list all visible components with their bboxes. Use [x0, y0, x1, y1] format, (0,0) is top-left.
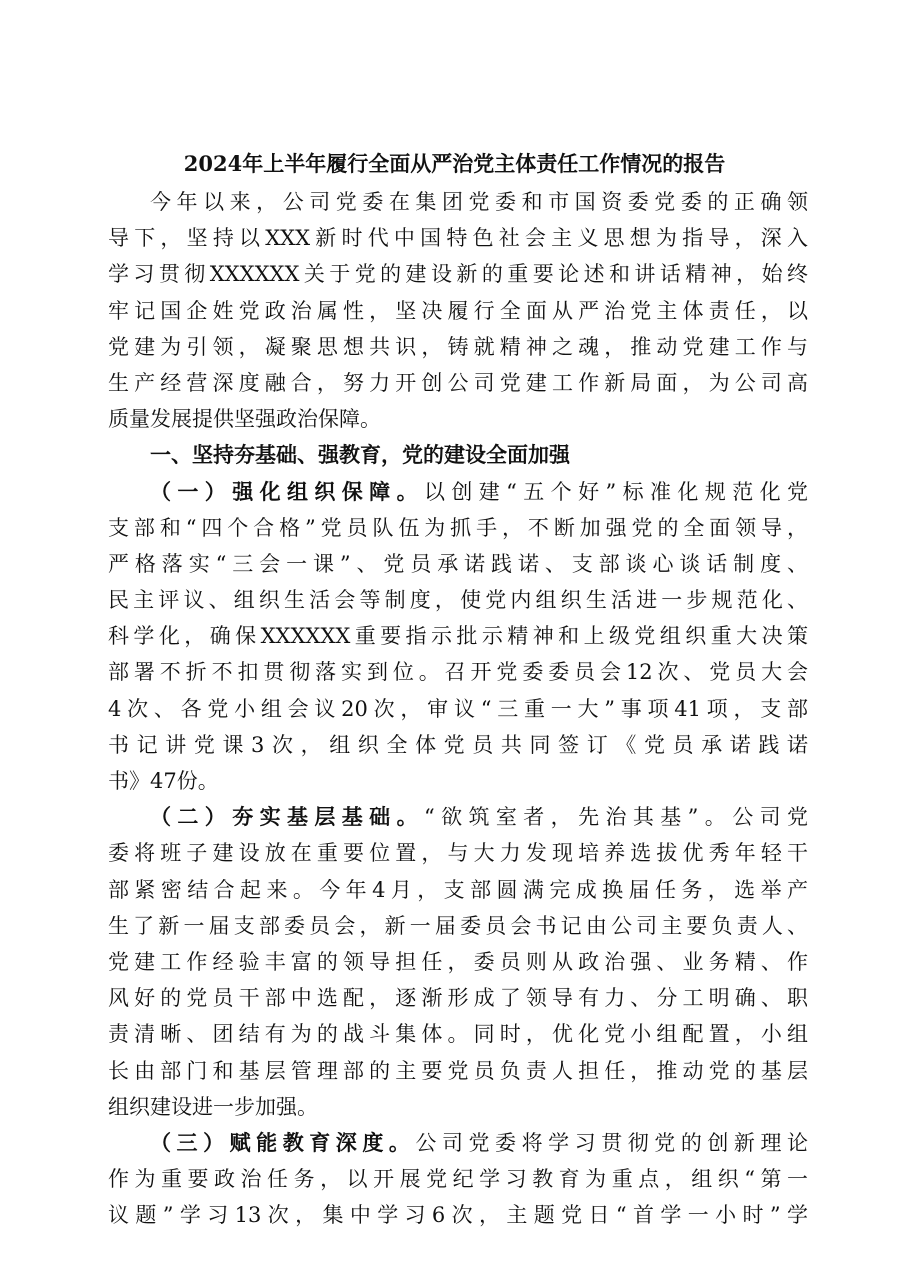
- line-text: 牢记国企姓党政治属性，坚决履行全面从严治党主体责任，以: [108, 298, 808, 323]
- line-text: 今年以来，公司党委在集团党委和市国资委党委的正确领: [150, 190, 808, 214]
- document-title: 2024年上半年履行全面从严治党主体责任工作情况的报告: [183, 151, 726, 176]
- line-text: 公司党委将学习贯彻党的创新理论: [415, 1130, 809, 1155]
- paragraph-line: [108, 546, 808, 582]
- paragraph-line: [108, 980, 808, 1016]
- paragraph-line: [108, 691, 808, 727]
- line-text: 议题”学习13次，集中学习6次，主题党日“首学一小时”学: [108, 1203, 808, 1228]
- paragraph-line: [108, 474, 808, 510]
- subsection-lead: （二）夯实基层基础。: [150, 804, 424, 830]
- line-text: 4次、各党小组会议20次，审议“三重一大”事项41项，支部: [108, 696, 808, 721]
- paragraph-line: [108, 184, 808, 220]
- line-text: 一、坚持夯基础、强教育，党的建设全面加强: [150, 443, 570, 468]
- line-text: 支部和“四个合格”党员队伍为抓手，不断加强党的全面领导，: [108, 515, 808, 540]
- paragraph-line: [108, 220, 808, 256]
- line-text: 部署不折不扣贯彻落实到位。召开党委委员会12次、党员大会: [108, 660, 808, 685]
- line-text: 民主评议、组织生活会等制度，使党内组织生活进一步规范化、: [108, 588, 808, 613]
- paragraph-line: [108, 944, 808, 980]
- paragraph-line: [108, 835, 808, 871]
- line-text: 以创建“五个好”标准化规范化党: [423, 479, 808, 504]
- line-text: 部紧密结合起来。今年4月，支部圆满完成换届任务，选举产: [108, 877, 808, 902]
- line-text: 导下，坚持以XXX新时代中国特色社会主义思想为指导，深入: [108, 226, 808, 251]
- paragraph-line: [108, 618, 808, 654]
- line-text: 风好的党员干部中选配，逐渐形成了领导有力、分工明确、职: [108, 986, 808, 1011]
- paragraph-line: [108, 401, 808, 437]
- paragraph-line: [108, 1089, 808, 1125]
- paragraph-line: [108, 654, 808, 690]
- paragraph-line: [108, 293, 808, 329]
- paragraph-line: [108, 908, 808, 944]
- line-text: 组织建设进一步加强。: [108, 1094, 318, 1119]
- line-text: 党建工作经验丰富的领导担任，委员则从政治强、业务精、作: [108, 949, 808, 974]
- paragraph-line: [108, 329, 808, 365]
- line-text: 严格落实“三会一课”、党员承诺践诺、支部谈心谈话制度、: [108, 551, 808, 576]
- subsection-lead: （三）赋能教育深度。: [150, 1129, 416, 1155]
- paragraph-line: [108, 727, 808, 763]
- section-heading: [108, 437, 808, 473]
- paragraph-line: [108, 872, 808, 908]
- line-text: 党建为引领，凝聚思想共识，铸就精神之魂，推动党建工作与: [108, 334, 808, 359]
- subsection-lead: （一）强化组织保障。: [150, 478, 424, 504]
- line-text: 作为重要政治任务，以开展党纪学习教育为重点，组织“第一: [108, 1167, 808, 1192]
- line-text: 责清晰、团结有为的战斗集体。同时，优化党小组配置，小组: [108, 1022, 808, 1047]
- paragraph-line: [108, 1197, 808, 1233]
- line-text: 书记讲党课3次，组织全体党员共同签订《党员承诺践诺: [108, 732, 808, 757]
- line-text: 科学化，确保XXXXXX重要指示批示精神和上级党组织重大决策: [108, 624, 808, 649]
- paragraph-line: [108, 1016, 808, 1052]
- paragraph-line: [108, 799, 808, 835]
- paragraph-line: [108, 256, 808, 292]
- paragraph-line: [108, 582, 808, 618]
- line-text: 生产经营深度融合，努力开创公司党建工作新局面，为公司高: [108, 370, 808, 395]
- line-text: 长由部门和基层管理部的主要党员负责人担任，推动党的基层: [108, 1058, 808, 1083]
- line-text: 委将班子建设放在重要位置，与大力发现培养选拔优秀年轻干: [108, 841, 808, 866]
- paragraph-line: [108, 1053, 808, 1089]
- line-text: “欲筑室者，先治其基”。公司党: [423, 805, 808, 830]
- paragraph-line: [108, 1125, 808, 1161]
- line-text: 质量发展提供坚强政治保障。: [108, 407, 381, 432]
- line-text: 生了新一届支部委员会，新一届委员会书记由公司主要负责人、: [108, 913, 808, 938]
- paragraph-line: [108, 763, 808, 799]
- line-text: 书》47份。: [108, 769, 219, 793]
- paragraph-line: [108, 510, 808, 546]
- document-body: [108, 184, 808, 1233]
- paragraph-line: [108, 1161, 808, 1197]
- paragraph-line: [108, 365, 808, 401]
- line-text: 学习贯彻XXXXXX关于党的建设新的重要论述和讲话精神，始终: [108, 262, 808, 287]
